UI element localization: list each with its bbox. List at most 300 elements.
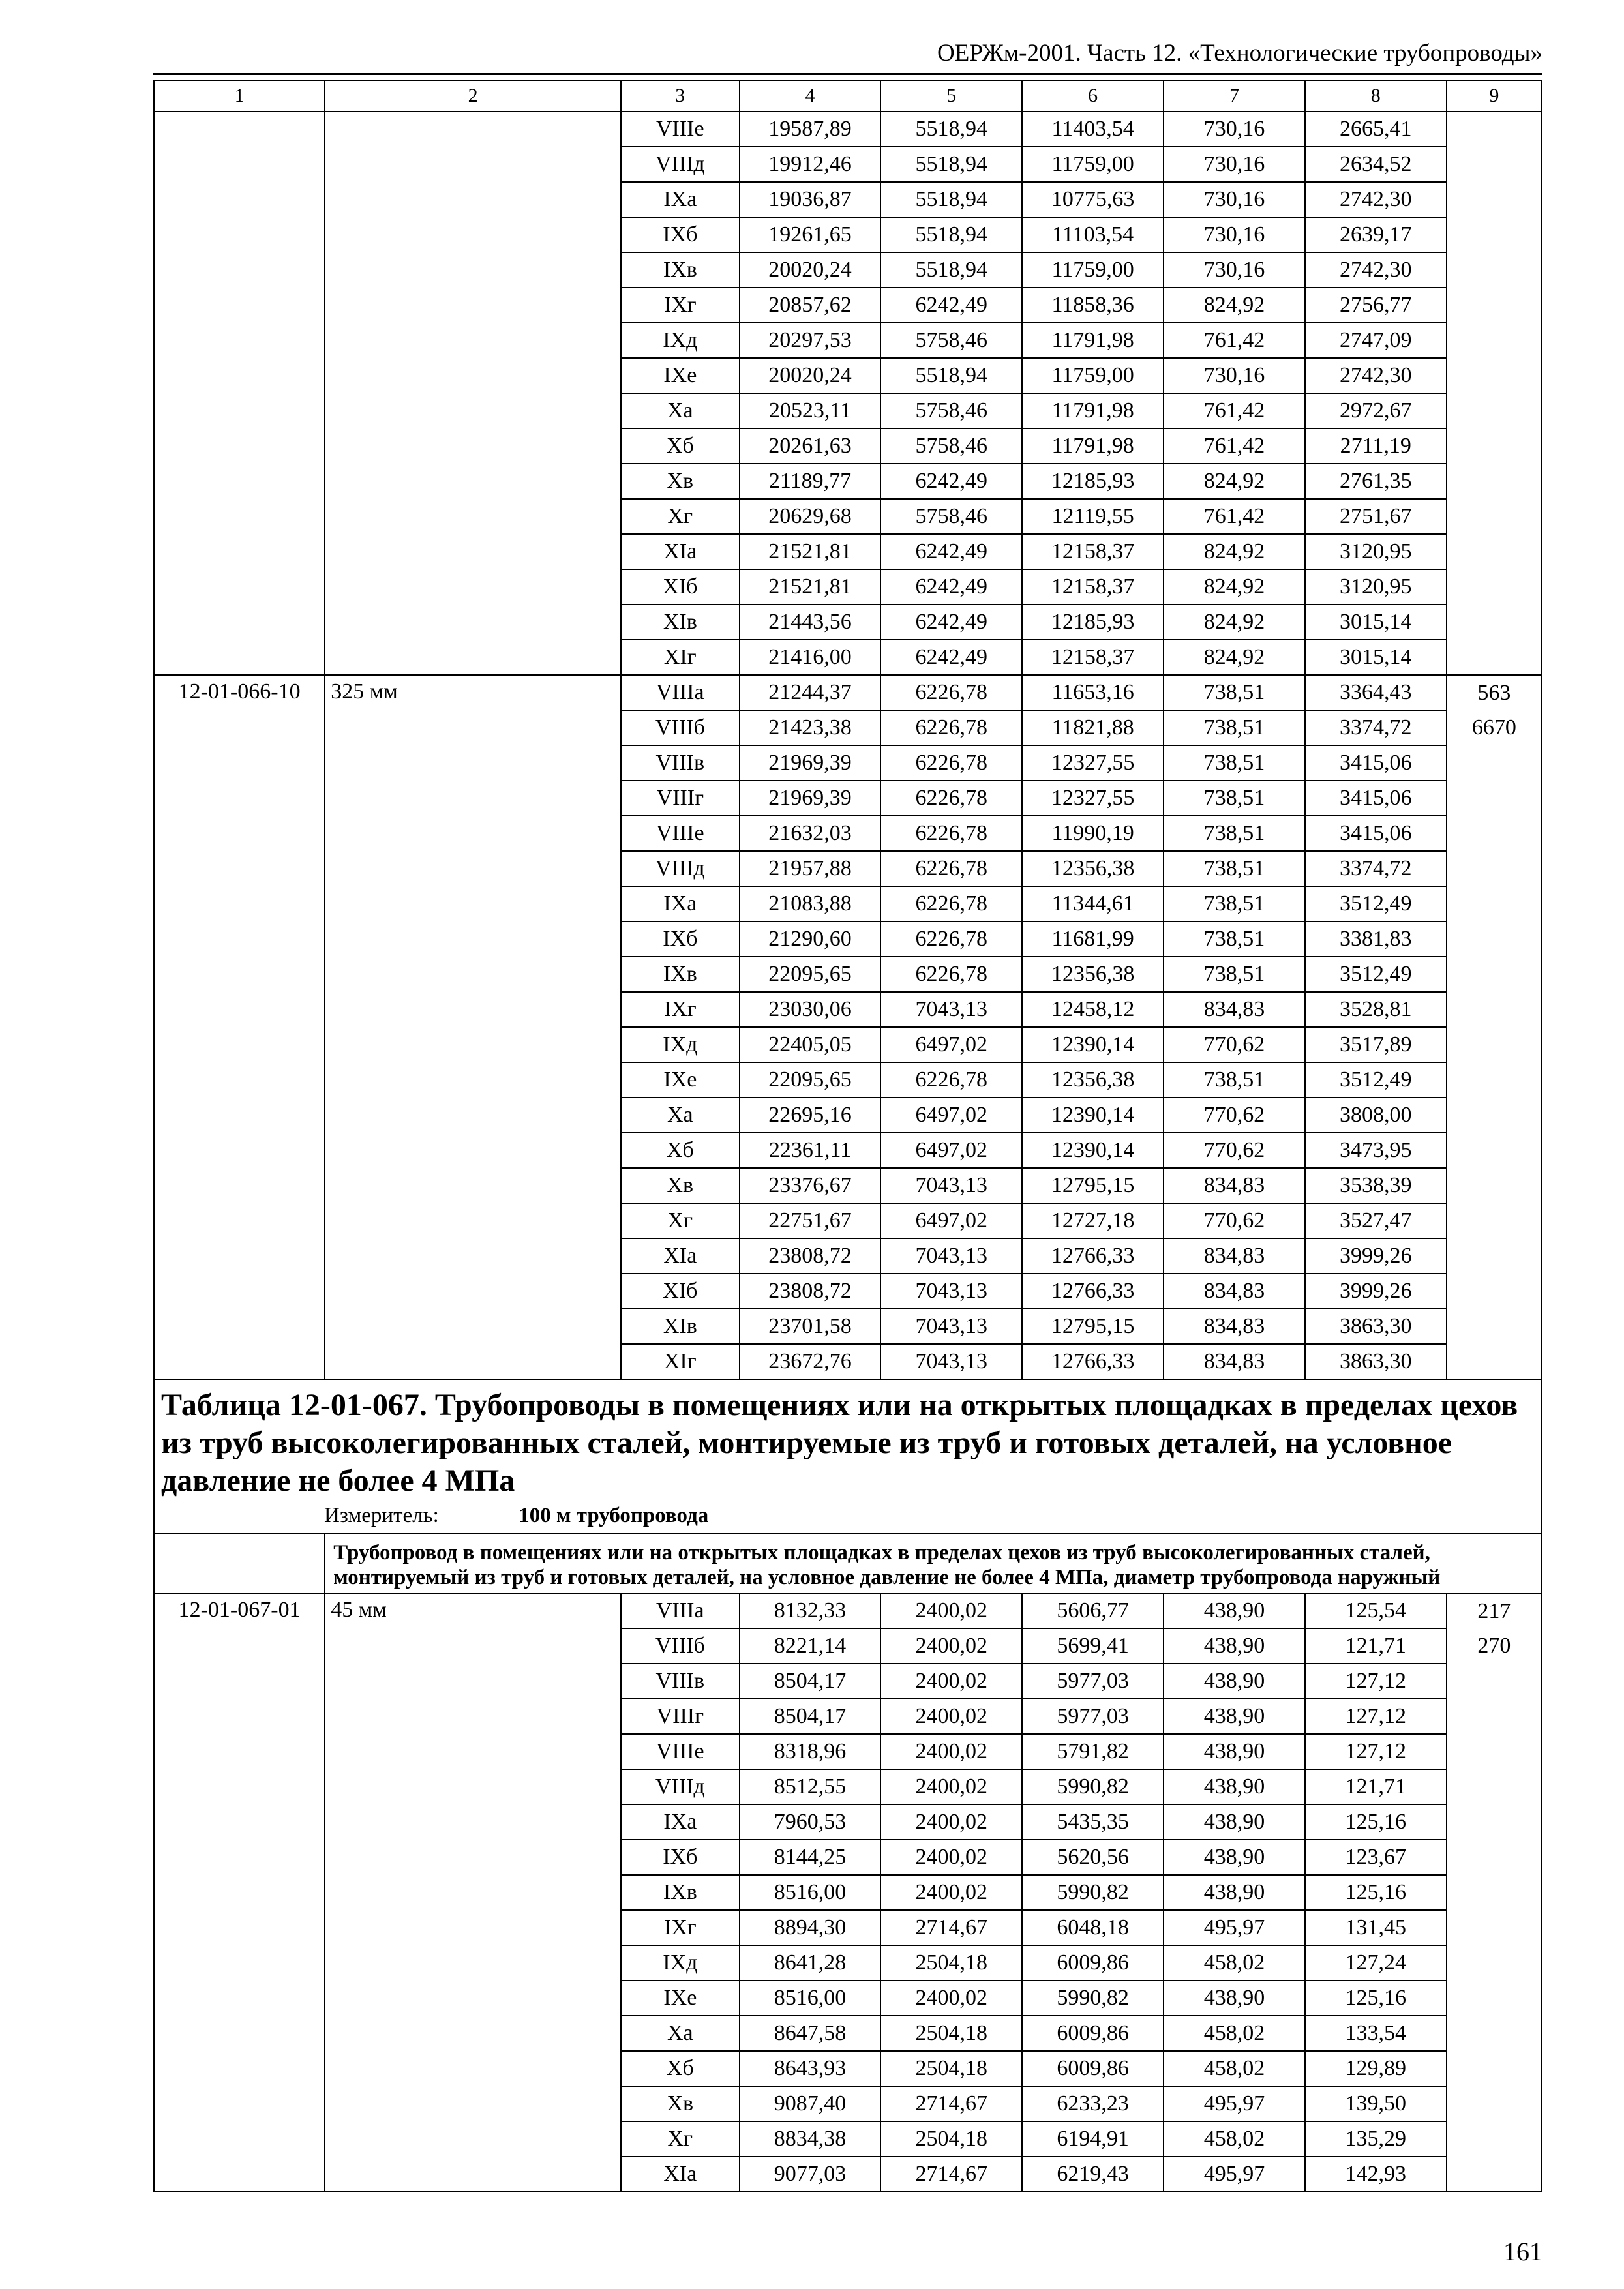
value-cell: 8221,14 (740, 1628, 881, 1664)
value-cell: 8132,33 (740, 1593, 881, 1628)
value-cell: 12390,14 (1022, 1027, 1164, 1062)
value-cell: 5990,82 (1022, 1875, 1164, 1910)
zone-cell: VIIIб (621, 710, 740, 745)
value-cell: 127,12 (1305, 1664, 1447, 1699)
value-cell: 12327,55 (1022, 745, 1164, 781)
value-cell: 738,51 (1164, 921, 1305, 957)
value-cell: 3364,43 (1305, 675, 1447, 710)
value-cell: 21244,37 (740, 675, 881, 710)
value-cell: 3415,06 (1305, 816, 1447, 851)
value-cell: 5977,03 (1022, 1699, 1164, 1734)
value-cell: 23808,72 (740, 1238, 881, 1274)
zone-cell: VIIIа (621, 675, 740, 710)
value-cell: 730,16 (1164, 358, 1305, 393)
value-cell: 2400,02 (880, 1875, 1022, 1910)
value-cell: 738,51 (1164, 957, 1305, 992)
value-cell: 21083,88 (740, 886, 881, 921)
zone-cell: VIIIг (621, 1699, 740, 1734)
value-cell: 8647,58 (740, 2016, 881, 2051)
zone-cell: IXб (621, 1840, 740, 1875)
value-cell: 458,02 (1164, 2121, 1305, 2157)
value-cell: 11403,54 (1022, 112, 1164, 147)
value-cell: 458,02 (1164, 2051, 1305, 2086)
value-cell: 5758,46 (880, 428, 1022, 464)
value-cell: 12158,37 (1022, 569, 1164, 605)
value-cell: 125,16 (1305, 1875, 1447, 1910)
value-cell: 23376,67 (740, 1168, 881, 1203)
value-cell: 20261,63 (740, 428, 881, 464)
value-cell: 7043,13 (880, 1309, 1022, 1344)
zone-cell: VIIIв (621, 745, 740, 781)
value-cell: 458,02 (1164, 2016, 1305, 2051)
value-cell: 770,62 (1164, 1133, 1305, 1168)
value-cell: 6226,78 (880, 710, 1022, 745)
value-cell: 738,51 (1164, 816, 1305, 851)
value-cell: 12766,33 (1022, 1274, 1164, 1309)
value-cell: 2742,30 (1305, 252, 1447, 288)
value-cell: 11791,98 (1022, 323, 1164, 358)
value-cell: 2751,67 (1305, 499, 1447, 534)
extra-value: 6670 (1471, 715, 1516, 740)
zone-cell: IXб (621, 921, 740, 957)
value-cell: 738,51 (1164, 710, 1305, 745)
value-cell: 20020,24 (740, 358, 881, 393)
section-description: Трубопровод в помещениях или на открытых площадках в пределах цехов из труб высоколегированных сталей, монтируемый из труб и готовых деталей, на условное давление не более 4 МПа, диаметр трубопровода наружный (325, 1533, 1542, 1593)
value-cell: 824,92 (1164, 605, 1305, 640)
value-cell: 5758,46 (880, 323, 1022, 358)
zone-cell: Xв (621, 2086, 740, 2121)
zone-cell: VIIIг (621, 781, 740, 816)
value-cell: 3517,89 (1305, 1027, 1447, 1062)
value-cell: 438,90 (1164, 1769, 1305, 1804)
zone-cell: IXе (621, 358, 740, 393)
zone-cell: IXд (621, 1945, 740, 1981)
value-cell: 458,02 (1164, 1945, 1305, 1981)
value-cell: 6242,49 (880, 640, 1022, 675)
value-cell: 6242,49 (880, 288, 1022, 323)
value-cell: 6226,78 (880, 886, 1022, 921)
value-cell: 123,67 (1305, 1840, 1447, 1875)
value-cell: 5990,82 (1022, 1769, 1164, 1804)
value-cell: 730,16 (1164, 147, 1305, 182)
value-cell: 125,16 (1305, 1981, 1447, 2016)
value-cell: 6009,86 (1022, 1945, 1164, 1981)
value-cell: 5699,41 (1022, 1628, 1164, 1664)
value-cell: 22695,16 (740, 1098, 881, 1133)
value-cell: 12356,38 (1022, 1062, 1164, 1098)
value-cell: 129,89 (1305, 2051, 1447, 2086)
value-cell: 21969,39 (740, 745, 881, 781)
value-cell: 21521,81 (740, 569, 881, 605)
value-cell: 8144,25 (740, 1840, 881, 1875)
value-cell: 3415,06 (1305, 781, 1447, 816)
value-cell: 5518,94 (880, 112, 1022, 147)
value-cell: 121,71 (1305, 1769, 1447, 1804)
value-cell: 6009,86 (1022, 2051, 1164, 2086)
price-table (153, 80, 1542, 2192)
value-cell: 2400,02 (880, 1593, 1022, 1628)
table-row (154, 675, 1542, 710)
value-cell: 21957,88 (740, 851, 881, 886)
value-cell: 761,42 (1164, 323, 1305, 358)
extra-column (1447, 675, 1542, 1379)
value-cell: 20857,62 (740, 288, 881, 323)
value-cell: 2400,02 (880, 1628, 1022, 1664)
value-cell: 12390,14 (1022, 1133, 1164, 1168)
value-cell: 11759,00 (1022, 147, 1164, 182)
value-cell: 8504,17 (740, 1664, 881, 1699)
pipe-diameter: 45 мм (325, 1593, 621, 2192)
value-cell: 5620,56 (1022, 1840, 1164, 1875)
zone-cell: VIIIд (621, 1769, 740, 1804)
extra-column (1447, 112, 1542, 675)
value-cell: 11103,54 (1022, 217, 1164, 252)
value-cell: 834,83 (1164, 992, 1305, 1027)
value-cell: 438,90 (1164, 1664, 1305, 1699)
value-cell: 11759,00 (1022, 358, 1164, 393)
column-number: 6 (1022, 80, 1164, 112)
value-cell: 7043,13 (880, 992, 1022, 1027)
value-cell: 12795,15 (1022, 1309, 1164, 1344)
unit-line (161, 1503, 1535, 1529)
zone-cell: VIIIв (621, 1664, 740, 1699)
value-cell: 22361,11 (740, 1133, 881, 1168)
value-cell: 2400,02 (880, 1699, 1022, 1734)
value-cell: 2504,18 (880, 1945, 1022, 1981)
value-cell: 12766,33 (1022, 1344, 1164, 1379)
value-cell: 761,42 (1164, 393, 1305, 428)
value-cell: 738,51 (1164, 1062, 1305, 1098)
value-cell: 6242,49 (880, 534, 1022, 569)
value-cell: 2504,18 (880, 2121, 1022, 2157)
value-cell: 2400,02 (880, 1769, 1022, 1804)
value-cell: 6226,78 (880, 816, 1022, 851)
value-cell: 23672,76 (740, 1344, 881, 1379)
value-cell: 438,90 (1164, 1875, 1305, 1910)
value-cell: 770,62 (1164, 1027, 1305, 1062)
column-number-row (154, 80, 1542, 112)
value-cell: 9087,40 (740, 2086, 881, 2121)
value-cell: 824,92 (1164, 569, 1305, 605)
value-cell: 12356,38 (1022, 851, 1164, 886)
value-cell: 6226,78 (880, 851, 1022, 886)
value-cell: 12327,55 (1022, 781, 1164, 816)
value-cell: 3512,49 (1305, 886, 1447, 921)
page-number: 161 (1503, 2237, 1542, 2266)
value-cell: 11821,88 (1022, 710, 1164, 745)
value-cell: 770,62 (1164, 1203, 1305, 1238)
extra-value: 217 (1477, 1599, 1511, 1623)
column-number: 3 (621, 80, 740, 112)
value-cell: 11791,98 (1022, 428, 1164, 464)
value-cell: 6226,78 (880, 781, 1022, 816)
value-cell: 11681,99 (1022, 921, 1164, 957)
value-cell: 21632,03 (740, 816, 881, 851)
value-cell: 8894,30 (740, 1910, 881, 1945)
zone-cell: VIIIб (621, 1628, 740, 1664)
value-cell: 7043,13 (880, 1344, 1022, 1379)
zone-cell: IXб (621, 217, 740, 252)
value-cell: 21521,81 (740, 534, 881, 569)
value-cell: 2400,02 (880, 1734, 1022, 1769)
value-cell: 127,12 (1305, 1734, 1447, 1769)
value-cell: 8641,28 (740, 1945, 881, 1981)
section-row (154, 1533, 1542, 1593)
value-cell: 2761,35 (1305, 464, 1447, 499)
value-cell: 127,24 (1305, 1945, 1447, 1981)
value-cell: 22095,65 (740, 1062, 881, 1098)
zone-cell: Xб (621, 428, 740, 464)
zone-cell: VIIIд (621, 851, 740, 886)
value-cell: 2972,67 (1305, 393, 1447, 428)
zone-cell: XIг (621, 640, 740, 675)
value-cell: 121,71 (1305, 1628, 1447, 1664)
value-cell: 23030,06 (740, 992, 881, 1027)
value-cell: 6048,18 (1022, 1910, 1164, 1945)
value-cell: 5518,94 (880, 147, 1022, 182)
table-body (154, 80, 1542, 2192)
value-cell: 3374,72 (1305, 851, 1447, 886)
value-cell: 12185,93 (1022, 464, 1164, 499)
zone-cell: Xа (621, 1098, 740, 1133)
value-cell: 770,62 (1164, 1098, 1305, 1133)
table-title-row (154, 1379, 1542, 1533)
value-cell: 8512,55 (740, 1769, 881, 1804)
value-cell: 3120,95 (1305, 534, 1447, 569)
column-number: 7 (1164, 80, 1305, 112)
value-cell: 6497,02 (880, 1203, 1022, 1238)
value-cell: 19587,89 (740, 112, 881, 147)
value-cell: 7960,53 (740, 1804, 881, 1840)
value-cell: 11759,00 (1022, 252, 1164, 288)
value-cell: 127,12 (1305, 1699, 1447, 1734)
value-cell: 21423,38 (740, 710, 881, 745)
value-cell: 3999,26 (1305, 1238, 1447, 1274)
unit-label: Измеритель: (324, 1504, 439, 1527)
value-cell: 2714,67 (880, 1910, 1022, 1945)
value-cell: 6497,02 (880, 1133, 1022, 1168)
table-title-cell (154, 1379, 1542, 1533)
value-cell: 23808,72 (740, 1274, 881, 1309)
value-cell: 2742,30 (1305, 182, 1447, 217)
value-cell: 834,83 (1164, 1238, 1305, 1274)
zone-cell: IXг (621, 288, 740, 323)
value-cell: 3512,49 (1305, 1062, 1447, 1098)
value-cell: 19912,46 (740, 147, 881, 182)
value-cell: 12766,33 (1022, 1238, 1164, 1274)
zone-cell: XIа (621, 2157, 740, 2192)
value-cell: 12185,93 (1022, 605, 1164, 640)
column-number: 8 (1305, 80, 1447, 112)
value-cell: 3863,30 (1305, 1309, 1447, 1344)
value-cell: 12356,38 (1022, 957, 1164, 992)
table-row (154, 1593, 1542, 1628)
value-cell: 6497,02 (880, 1098, 1022, 1133)
value-cell: 12795,15 (1022, 1168, 1164, 1203)
value-cell: 834,83 (1164, 1309, 1305, 1344)
zone-cell: XIв (621, 1309, 740, 1344)
value-cell: 135,29 (1305, 2121, 1447, 2157)
value-cell: 3527,47 (1305, 1203, 1447, 1238)
value-cell: 2714,67 (880, 2086, 1022, 2121)
value-cell: 125,54 (1305, 1593, 1447, 1628)
zone-cell: VIIIе (621, 1734, 740, 1769)
value-cell: 125,16 (1305, 1804, 1447, 1840)
value-cell: 761,42 (1164, 428, 1305, 464)
value-cell: 11791,98 (1022, 393, 1164, 428)
value-cell: 6226,78 (880, 957, 1022, 992)
value-cell: 3120,95 (1305, 569, 1447, 605)
value-cell: 12158,37 (1022, 640, 1164, 675)
value-cell: 495,97 (1164, 2157, 1305, 2192)
value-cell: 2504,18 (880, 2016, 1022, 2051)
value-cell: 6242,49 (880, 569, 1022, 605)
column-number: 1 (154, 80, 325, 112)
value-cell: 738,51 (1164, 851, 1305, 886)
value-cell: 3473,95 (1305, 1133, 1447, 1168)
value-cell: 5518,94 (880, 217, 1022, 252)
value-cell: 12458,12 (1022, 992, 1164, 1027)
value-cell: 5518,94 (880, 182, 1022, 217)
value-cell: 3863,30 (1305, 1344, 1447, 1379)
value-cell: 20020,24 (740, 252, 881, 288)
value-cell: 22751,67 (740, 1203, 881, 1238)
value-cell: 11344,61 (1022, 886, 1164, 921)
value-cell: 21969,39 (740, 781, 881, 816)
value-cell: 7043,13 (880, 1238, 1022, 1274)
column-number: 9 (1447, 80, 1542, 112)
value-cell: 8643,93 (740, 2051, 881, 2086)
value-cell: 7043,13 (880, 1168, 1022, 1203)
zone-cell: IXа (621, 182, 740, 217)
value-cell: 6242,49 (880, 464, 1022, 499)
unit-value: 100 м трубопровода (519, 1504, 709, 1527)
value-cell: 3999,26 (1305, 1274, 1447, 1309)
value-cell: 3381,83 (1305, 921, 1447, 957)
value-cell: 2400,02 (880, 1981, 1022, 2016)
zone-cell: XIб (621, 569, 740, 605)
value-cell: 23701,58 (740, 1309, 881, 1344)
value-cell: 5606,77 (1022, 1593, 1164, 1628)
value-cell: 738,51 (1164, 781, 1305, 816)
value-cell: 438,90 (1164, 1628, 1305, 1664)
value-cell: 6009,86 (1022, 2016, 1164, 2051)
table-title: Таблица 12-01-067. Трубопроводы в помещениях или на открытых площадках в пределах цехов из труб высоколегированных сталей, монтируемые из труб и готовых деталей, на условное давление не более 4 МПа (161, 1388, 1518, 1498)
value-cell: 8834,38 (740, 2121, 881, 2157)
value-cell: 438,90 (1164, 1804, 1305, 1840)
value-cell: 21290,60 (740, 921, 881, 957)
running-header: ОЕРЖм-2001. Часть 12. «Технологические трубопроводы» (937, 40, 1542, 67)
value-cell: 2504,18 (880, 2051, 1022, 2086)
value-cell: 761,42 (1164, 499, 1305, 534)
value-cell: 2400,02 (880, 1804, 1022, 1840)
value-cell: 2400,02 (880, 1840, 1022, 1875)
header-rule (153, 73, 1542, 75)
zone-cell: IXа (621, 886, 740, 921)
zone-cell: XIб (621, 1274, 740, 1309)
zone-cell: IXа (621, 1804, 740, 1840)
value-cell: 824,92 (1164, 534, 1305, 569)
value-cell: 3538,39 (1305, 1168, 1447, 1203)
value-cell: 738,51 (1164, 886, 1305, 921)
value-cell: 6226,78 (880, 1062, 1022, 1098)
value-cell: 12390,14 (1022, 1098, 1164, 1133)
zone-cell: Xг (621, 2121, 740, 2157)
zone-cell: Xг (621, 499, 740, 534)
zone-cell: IXд (621, 323, 740, 358)
value-cell: 2634,52 (1305, 147, 1447, 182)
value-cell: 738,51 (1164, 745, 1305, 781)
zone-cell: XIв (621, 605, 740, 640)
value-cell: 824,92 (1164, 464, 1305, 499)
pipe-diameter: 325 мм (325, 675, 621, 1379)
value-cell: 2400,02 (880, 1664, 1022, 1699)
value-cell: 22095,65 (740, 957, 881, 992)
zone-cell: VIIIе (621, 816, 740, 851)
zone-cell: Xв (621, 1168, 740, 1203)
value-cell: 8516,00 (740, 1981, 881, 2016)
value-cell: 19261,65 (740, 217, 881, 252)
value-cell: 6226,78 (880, 921, 1022, 957)
value-cell: 2747,09 (1305, 323, 1447, 358)
value-cell: 438,90 (1164, 1981, 1305, 2016)
column-number: 5 (880, 80, 1022, 112)
zone-cell: IXд (621, 1027, 740, 1062)
zone-cell: VIIIа (621, 1593, 740, 1628)
column-number: 4 (740, 80, 881, 112)
value-cell: 730,16 (1164, 182, 1305, 217)
value-cell: 2711,19 (1305, 428, 1447, 464)
value-cell: 730,16 (1164, 252, 1305, 288)
zone-cell: XIг (621, 1344, 740, 1379)
table-row (154, 112, 1542, 147)
value-cell: 131,45 (1305, 1910, 1447, 1945)
value-cell: 11990,19 (1022, 816, 1164, 851)
value-cell: 8504,17 (740, 1699, 881, 1734)
zone-cell: IXе (621, 1062, 740, 1098)
value-cell: 3015,14 (1305, 640, 1447, 675)
value-cell: 6233,23 (1022, 2086, 1164, 2121)
zone-cell: Xа (621, 2016, 740, 2051)
rate-code: 12-01-067-01 (154, 1593, 325, 2192)
zone-cell: XIа (621, 1238, 740, 1274)
value-cell: 2665,41 (1305, 112, 1447, 147)
value-cell: 3415,06 (1305, 745, 1447, 781)
zone-cell: IXв (621, 1875, 740, 1910)
value-cell: 12158,37 (1022, 534, 1164, 569)
zone-cell: VIIIд (621, 147, 740, 182)
value-cell: 730,16 (1164, 217, 1305, 252)
value-cell: 2742,30 (1305, 358, 1447, 393)
extra-value: 563 (1477, 681, 1511, 705)
value-cell: 6497,02 (880, 1027, 1022, 1062)
value-cell: 5518,94 (880, 252, 1022, 288)
zone-cell: IXв (621, 252, 740, 288)
value-cell: 8516,00 (740, 1875, 881, 1910)
value-cell: 834,83 (1164, 1168, 1305, 1203)
value-cell: 495,97 (1164, 1910, 1305, 1945)
zone-cell: VIIIе (621, 112, 740, 147)
value-cell: 834,83 (1164, 1344, 1305, 1379)
zone-cell: IXг (621, 992, 740, 1027)
extra-value: 270 (1477, 1634, 1511, 1658)
rate-code (154, 112, 325, 675)
value-cell: 5758,46 (880, 499, 1022, 534)
value-cell: 8318,96 (740, 1734, 881, 1769)
extra-column (1447, 1593, 1542, 2192)
value-cell: 3374,72 (1305, 710, 1447, 745)
zone-cell: Xг (621, 1203, 740, 1238)
